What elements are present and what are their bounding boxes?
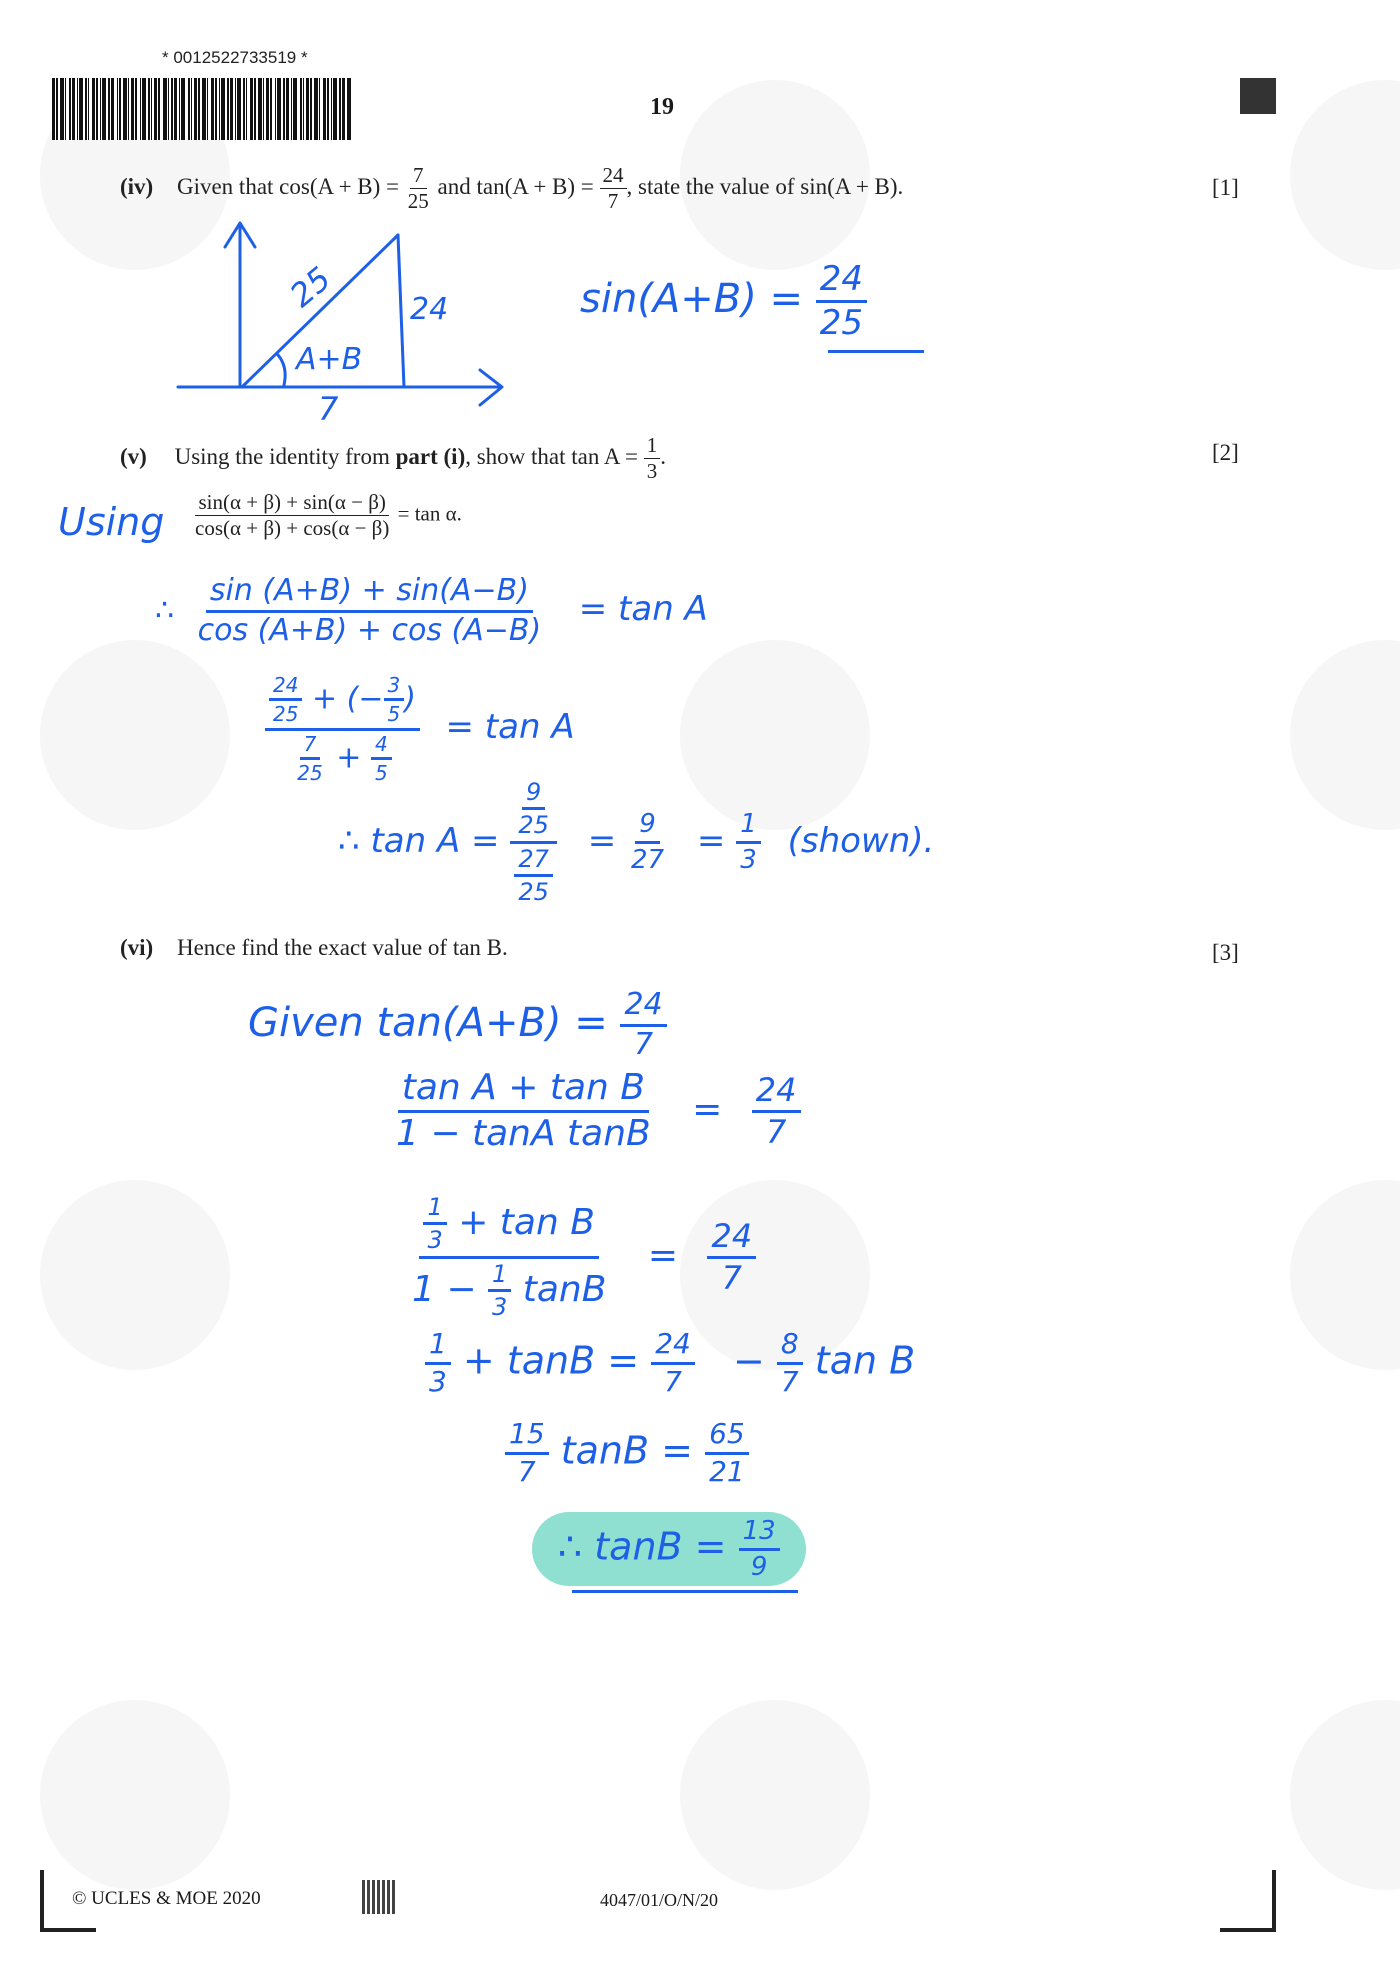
serial-number: * 0012522733519 *	[162, 48, 308, 67]
part-iv-label: (iv)	[120, 173, 154, 199]
crop-mark-right-h	[1220, 1928, 1276, 1932]
watermark-circle	[1290, 1180, 1400, 1370]
part-iv-answer	[580, 259, 867, 343]
triangle-diagram	[170, 215, 520, 425]
paper-code: 4047/01/O/N/20	[600, 1890, 719, 1910]
vi-line3: $\frac{1}{3}$ + tan B 1 − $\frac{1}{3}$ tanB = $\frac{24}{7}$	[408, 1195, 756, 1320]
part-v-marks: [2]	[1212, 440, 1239, 465]
vi-final-answer: ∴ tanB = $\frac{13}{9}$	[532, 1512, 806, 1586]
watermark-circle	[680, 1700, 870, 1890]
final-answer-underline	[572, 1590, 798, 1593]
crop-mark-right	[1272, 1870, 1276, 1932]
part-iv-marks: [1]	[1212, 175, 1239, 200]
step3: ∴ tan A = $\frac{\frac{9}{25}}{\frac{27}{25}}$ = $\frac{9}{27}$ = $\frac{1}{3}$ (shown).	[338, 778, 935, 907]
vi-line1: Given tan(A+B) = $\frac{24}{7}$	[248, 990, 667, 1060]
vi-line2: $\frac{\text{tan A + tan B}}{\text{1 − tanA tanB}}$ = $\frac{24}{7}$	[392, 1070, 801, 1152]
triangle-side	[398, 235, 404, 387]
copyright: © UCLES & MOE 2020	[72, 1888, 261, 1909]
part-vi-label: (vi)	[120, 935, 154, 960]
cos-fraction: $\frac{7}{25}$	[407, 163, 429, 213]
diagram-angle-label: A+B	[296, 342, 363, 377]
part-v-label: (v)	[120, 443, 147, 469]
page-number: 19	[650, 94, 674, 120]
part-iv-text-mid: and tan(A + B) =	[437, 173, 594, 199]
step2: $\frac{24}{25}$ + (− $\frac{3}{5}$ ) $\frac{7}{25}$ + $\frac{4}{5}$ = tan A	[265, 675, 575, 784]
diagram-hyp-label: 25	[282, 259, 339, 315]
watermark-circle	[1290, 80, 1400, 270]
barcode-image	[52, 78, 351, 140]
crop-mark-left-h	[40, 1928, 96, 1932]
vi-line5: $\frac{15}{7}$ tanB = $\frac{65}{21}$	[505, 1420, 749, 1486]
tan-a-value-fraction: $\frac{1}{3}$	[644, 435, 661, 482]
answer-lhs: sin(A+B) =	[580, 276, 804, 323]
part-iv-question	[120, 165, 903, 212]
step1: ∴ $\frac{\sin (A+B) + \sin(A-B)}{\cos (A+B) + \cos (A-B)}$ = tan A	[155, 573, 708, 648]
diagram-adj-label: 7	[318, 390, 339, 428]
watermark-circle	[40, 1180, 230, 1370]
crop-mark-left	[40, 1870, 44, 1932]
vi-line4: $\frac{1}{3}$ + tanB = $\frac{24}{7}$ − $\frac{8}{7}$ tan B	[425, 1330, 915, 1396]
part-iv-text-pre: Given that cos(A + B) =	[176, 173, 400, 199]
answer-underline	[828, 350, 924, 353]
watermark-circle	[40, 1700, 230, 1890]
part-iv-text-post: , state the value of sin(A + B).	[626, 173, 904, 199]
answer-fraction: $\frac{24}{25}$	[816, 262, 867, 340]
using-word: Using	[58, 500, 165, 544]
watermark-circle	[1290, 640, 1400, 830]
part-vi-question: (vi) Hence find the exact value of tan B.	[120, 935, 508, 960]
part-v-question: (v) Using the identity from part (i), show that tan A = $\frac{1}{3}$ .	[120, 433, 666, 483]
watermark-circle	[40, 640, 230, 830]
corner-marker	[1240, 78, 1276, 114]
watermark-circle	[1290, 1700, 1400, 1890]
qr-code	[362, 1880, 396, 1914]
identity: $\frac{\sin(\alpha + \beta) + \sin(\alpha - \beta)}{\cos(\alpha + \beta) + \cos(\alpha - \beta)}$ = tan α.	[195, 490, 462, 540]
part-vi-marks: [3]	[1212, 940, 1239, 965]
tan-fraction: $\frac{24}{7}$	[600, 165, 627, 212]
angle-arc	[278, 355, 285, 385]
diagram-opp-label: 24	[410, 292, 449, 327]
